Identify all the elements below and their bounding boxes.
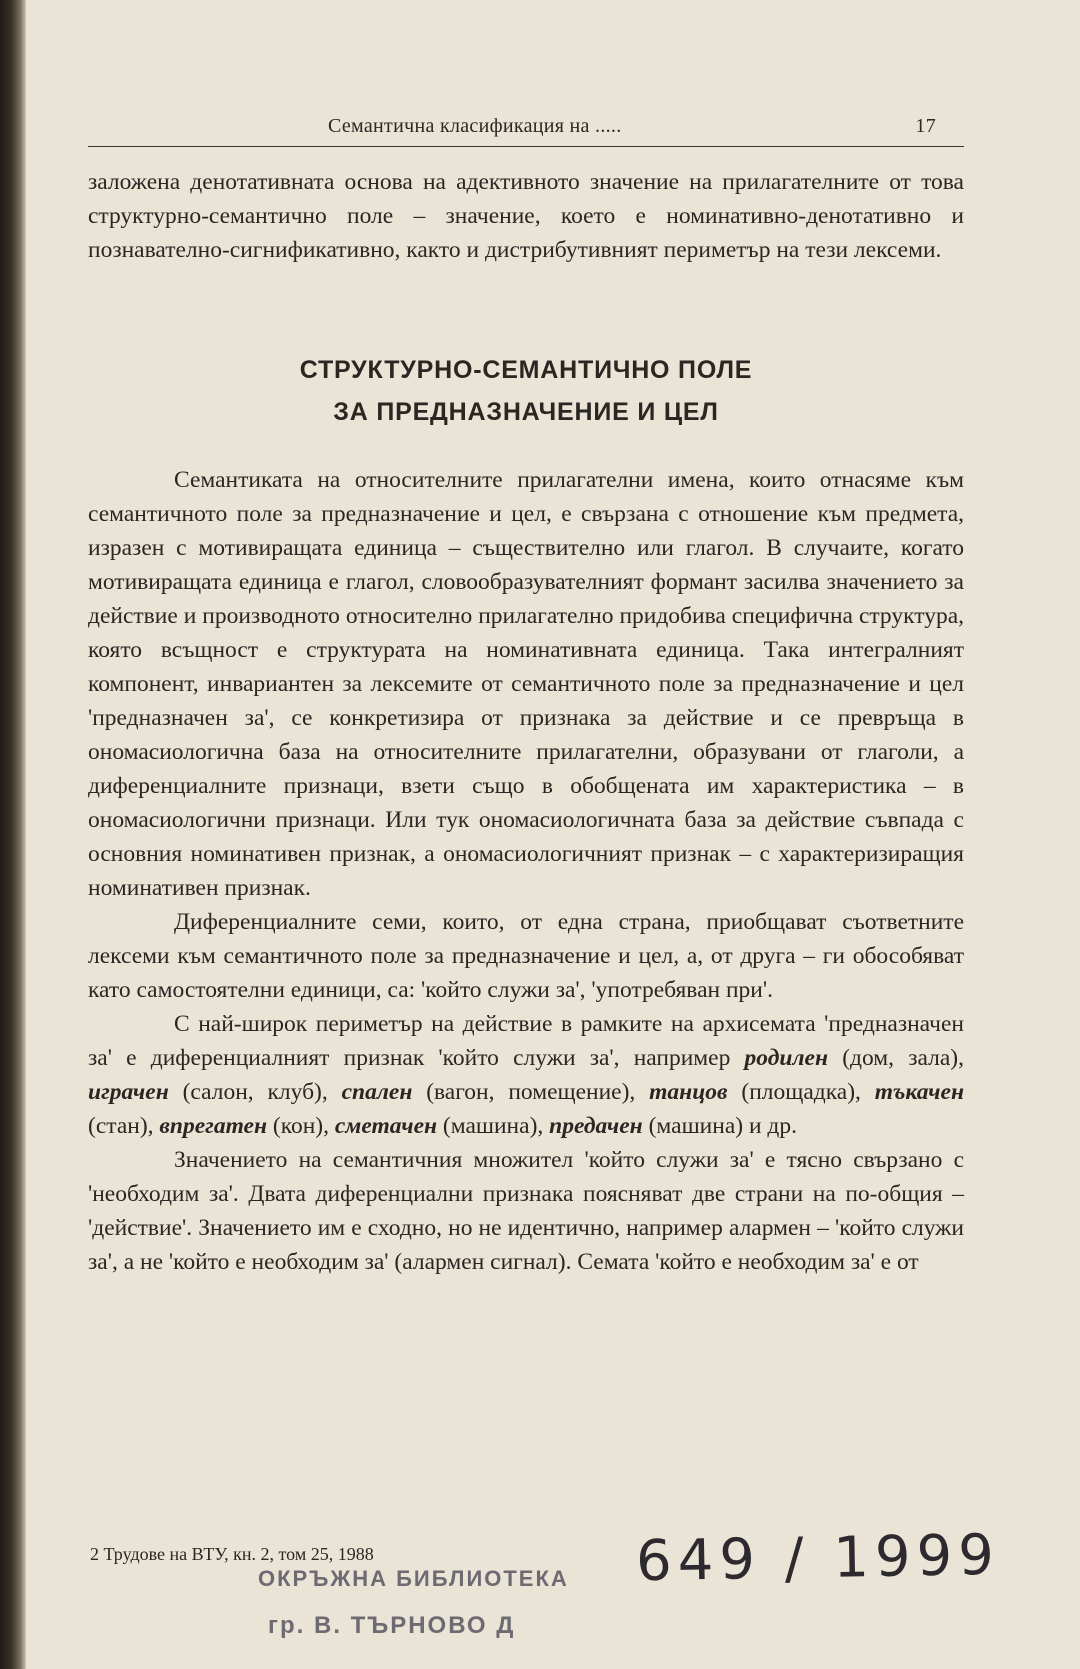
section-title-line-1: СТРУКТУРНО-СЕМАНТИЧНО ПОЛЕ [299,356,753,384]
example-term: спален [341,1079,413,1105]
paragraph-4: Значението на семантичния множител 'който служи за' е тясно свързано с 'необходим за'. Двата диференциални признака поясняват две страни на по-общия – 'действие'. Значението им е сходно, но не идентично, например алармен – 'който служи за', а не 'който е необходим за' (алармен сигнал). Семата 'който е необходим за' е от [88,1147,964,1275]
running-header [88,115,964,144]
footer-signature: 2 Трудове на ВТУ, кн. 2, том 25, 1988 [90,1544,374,1564]
example-term: предачен [549,1113,643,1139]
text-run: (кон), [267,1113,335,1139]
intro-paragraph: заложена денотативната основа на адективното значение на прилагателните от това структурно-семантично поле – значение, което е номинативно-денотативно и познавателно-сигнификативно, както и дистрибутивният периметър на тези лексеми. [88,169,964,263]
stamp-line-1: ОКРЪЖНА БИБЛИОТЕКА [258,1566,569,1591]
example-term: впрегатен [159,1113,268,1139]
text-run: (вагон, помещение), [412,1079,650,1105]
section-title-line-2: ЗА ПРЕДНАЗНАЧЕНИЕ И ЦЕЛ [333,398,719,426]
paragraph-1: Семантиката на относителните прилагателни имена, които отнасяме към семантичното поле за предназначение и цел, е свързана с отношение към предмета, изразен с мотивиращата единица – съществително или глагол. В случаите, когато мотивиращата единица е глагол, словообразувателният формант засилва значението за действие и производното относително прилагателно придобива специфична структура, която всъщност е структурата на номинативната единица. Така интегралният компонент, инвариантен за лексемите от семантичното поле за предназначение и цел 'предназначен за', се конкретизира от признака за действие и се превръща в ономасиологична база на относителните прилагателни, образувани от глаголи, а диференциалните признаци, взети също в обобщената им характеристика – в ономасиологични признаци. Или тук ономасиологичната база за действие съвпада с основния номинативен признак, а ономасиологичният признак – с характеризиращия номинативен признак. [88,467,964,901]
text-run: (дом, зала), [828,1045,964,1071]
example-term: родилен [744,1045,829,1071]
section-heading [88,349,964,433]
text-run: (машина) и др. [642,1113,797,1139]
text-run: С най-широк периметър на действие в рамките на архисемата 'предназначен за' е диференциалният признак 'който служи за', например [88,1011,964,1071]
example-term: тъкачен [874,1079,964,1105]
book-spine-shadow [0,0,26,1669]
paragraph-2: Диференциалните семи, които, от една страна, приобщават съответните лексеми към семантичното поле за предназначение и цел, а, от друга – ги обособяват като самостоятелни единици, са: 'който служи за', 'употребяван при'. [88,909,964,1003]
text-run: (стан), [88,1113,160,1139]
example-term: играчен [88,1079,169,1105]
library-stamp [258,1566,569,1640]
text-run: (салон, клуб), [168,1079,342,1105]
handwritten-inventory-number: 649 / 1999 [635,1522,1001,1595]
example-term: сметачен [334,1113,438,1139]
text-run: (машина), [437,1113,550,1139]
text-run: (площадка), [727,1079,875,1105]
running-title: Семантична класификация на ..... [328,115,622,137]
example-term: танцов [649,1079,728,1105]
page-content [88,115,964,1279]
body-text [88,165,964,1279]
header-rule [88,146,964,147]
paragraph-3 [88,1007,964,1143]
page-number: 17 [915,115,936,137]
stamp-line-2: гр. В. ТЪРНОВО Д [268,1612,516,1639]
